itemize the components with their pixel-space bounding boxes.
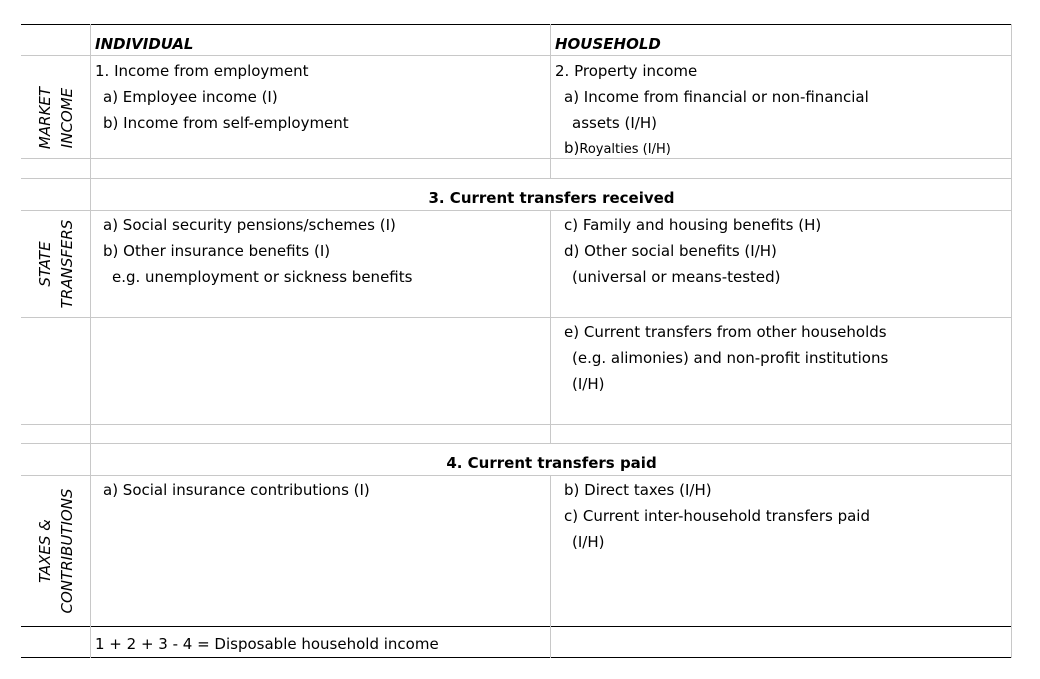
- employee-income: a) Employee income (I): [103, 88, 278, 106]
- row-label-taxes-contributions: TAXES & CONTRIBUTIONS: [36, 488, 76, 614]
- inter-household-transfers-paid: c) Current inter-household transfers paid: [564, 507, 870, 525]
- row-divider: [21, 475, 1012, 476]
- financial-assets-income: a) Income from financial or non-financial: [564, 88, 869, 106]
- self-employment-income: b) Income from self-employment: [103, 114, 349, 132]
- col-divider-label: [90, 24, 91, 658]
- employment-income-title: 1. Income from employment: [95, 62, 309, 80]
- transfers-from-households-tag: (I/H): [572, 375, 605, 393]
- other-social-benefits-note: (universal or means-tested): [572, 268, 781, 286]
- row-label-state-transfers: STATE TRANSFERS: [36, 219, 76, 309]
- row-divider-dark: [21, 626, 1012, 627]
- table-bottom-border: [21, 657, 1012, 658]
- social-security-pensions: a) Social security pensions/schemes (I): [103, 216, 396, 234]
- family-housing-benefits: c) Family and housing benefits (H): [564, 216, 822, 234]
- col-divider-mid: [550, 475, 551, 658]
- transfers-from-households: e) Current transfers from other households: [564, 323, 887, 341]
- income-concepts-table: [21, 24, 1012, 658]
- row-divider: [21, 424, 1012, 425]
- col-divider-mid: [550, 210, 551, 444]
- section-current-transfers-paid: 4. Current transfers paid: [446, 454, 657, 472]
- disposable-income-formula: 1 + 2 + 3 - 4 = Disposable household income: [95, 635, 439, 653]
- header-individual: INDIVIDUAL: [95, 35, 194, 53]
- table-top-border: [21, 24, 1012, 25]
- transfers-from-households-cont: (e.g. alimonies) and non-profit institutions: [572, 349, 889, 367]
- row-label-market-income: MARKET INCOME: [36, 86, 76, 150]
- header-household: HOUSEHOLD: [555, 35, 661, 53]
- insurance-benefits-example: e.g. unemployment or sickness benefits: [112, 268, 413, 286]
- property-income-title: 2. Property income: [555, 62, 698, 80]
- royalties-item: b)Royalties (I/H): [564, 139, 671, 157]
- col-divider-mid: [550, 24, 551, 178]
- section-current-transfers-received: 3. Current transfers received: [428, 189, 675, 207]
- row-divider: [21, 178, 1012, 179]
- inter-household-transfers-tag: (I/H): [572, 533, 605, 551]
- other-insurance-benefits: b) Other insurance benefits (I): [103, 242, 331, 260]
- row-divider: [21, 158, 1012, 159]
- financial-assets-income-cont: assets (I/H): [572, 114, 657, 132]
- direct-taxes: b) Direct taxes (I/H): [564, 481, 712, 499]
- row-divider: [21, 210, 1012, 211]
- row-divider: [21, 55, 1012, 56]
- row-divider: [21, 317, 1012, 318]
- table-right-border: [1011, 24, 1012, 658]
- social-insurance-contributions: a) Social insurance contributions (I): [103, 481, 370, 499]
- other-social-benefits: d) Other social benefits (I/H): [564, 242, 777, 260]
- row-divider: [21, 443, 1012, 444]
